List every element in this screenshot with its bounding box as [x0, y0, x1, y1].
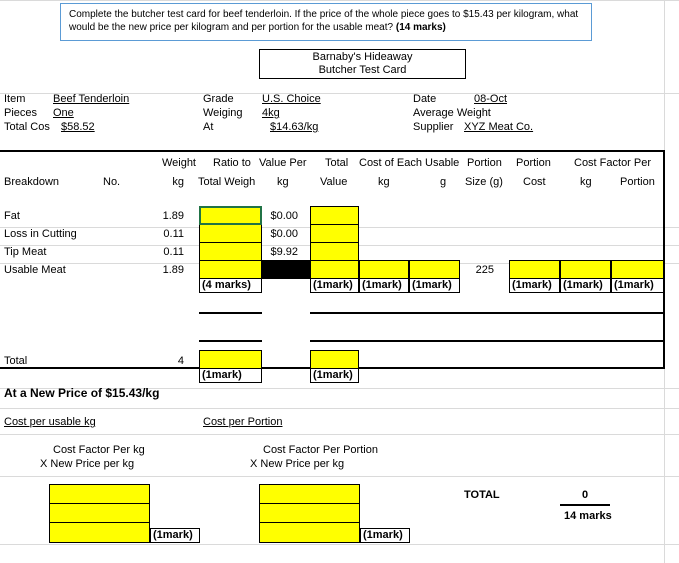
gridline [0, 476, 679, 477]
header-portion-cost: Portion [516, 157, 551, 169]
blank-row-line [310, 340, 664, 342]
header-ratio: Ratio to [213, 157, 251, 169]
cost-per-kg-marks: (1mark) [359, 279, 409, 293]
cf-kg-line1: Cost Factor Per kg [53, 444, 145, 456]
total-value-marks: (1mark) [310, 279, 359, 293]
cost-factor-kg-marks: (1mark) [560, 279, 611, 293]
total-value-cell[interactable] [310, 206, 359, 225]
gridline [0, 544, 679, 545]
header-breakdown: Breakdown [4, 176, 60, 188]
header-cost-usable: Cost of Each Usable [359, 157, 460, 169]
cf-portion-line2: X New Price per kg [250, 458, 345, 470]
header-value-per-unit: kg [277, 176, 289, 188]
supplier-value[interactable]: XYZ Meat Co. [464, 121, 534, 133]
date-label: Date [413, 93, 437, 105]
total-label: TOTAL [464, 489, 500, 501]
blank-row-line [199, 340, 262, 342]
row-value-per-loss[interactable]: $0.00 [270, 228, 298, 240]
ratio-cell[interactable] [199, 242, 262, 261]
row-value-per-fat[interactable]: $0.00 [270, 210, 298, 222]
grade-label: Grade [203, 93, 234, 105]
item-value[interactable]: Beef Tenderloin [53, 93, 130, 105]
header-ratio-2: Total Weigh [198, 176, 256, 188]
header-cost-factor-portion: Portion [620, 176, 655, 188]
total-ratio-marks: (1mark) [199, 369, 262, 383]
cost-per-g-cell[interactable] [409, 260, 460, 279]
cost-per-portion-label: Cost per Portion [203, 416, 283, 428]
header-portion-size: Portion [467, 157, 502, 169]
row-weight-loss[interactable]: 0.11 [163, 228, 184, 240]
cf-kg-line2: X New Price per kg [40, 458, 135, 470]
gridline [0, 0, 679, 1]
item-label: Item [4, 93, 26, 105]
row-weight-tip[interactable]: 0.11 [163, 246, 184, 258]
total-row-label: Total [4, 355, 28, 367]
question-marks: (14 marks) [395, 22, 446, 33]
question-text: Complete the butcher test card for beef tenderloin. If the price of the whole piece goes to $15.43 per kilogram, what would be the new price per kilogram and per portion for the usable meat? [69, 9, 579, 33]
selected-cell-outline [199, 206, 262, 225]
new-price-portion-cell[interactable] [259, 484, 360, 504]
cost-factor-kg-cell[interactable] [560, 260, 611, 279]
header-total-value-2: Value [320, 176, 348, 188]
header-portion-cost-2: Cost [523, 176, 546, 188]
header-value-per: Value Per [259, 157, 307, 169]
total-row-weight[interactable]: 4 [177, 355, 184, 367]
new-price-portion-cell[interactable] [259, 503, 360, 523]
restaurant-name: Barnaby's Hideaway [312, 51, 413, 63]
total-score-value[interactable]: 0 [581, 489, 589, 501]
grade-value[interactable]: U.S. Choice [262, 93, 321, 105]
cost-factor-portion-cell[interactable] [611, 260, 664, 279]
cost-factor-portion-marks: (1mark) [611, 279, 664, 293]
new-price-kg-cell[interactable] [49, 503, 150, 523]
header-cost-usable-kg: kg [378, 176, 390, 188]
header-total-value: Total [325, 157, 349, 169]
header-cost-factor-kg: kg [580, 176, 592, 188]
header-no: No. [103, 176, 121, 188]
row-label-fat: Fat [4, 210, 20, 222]
gridline [0, 408, 679, 409]
portion-cost-marks: (1mark) [509, 279, 560, 293]
date-value[interactable]: 08-Oct [474, 93, 508, 105]
blank-row-line [199, 312, 262, 314]
row-portion-size-usable[interactable]: 225 [475, 264, 494, 276]
at-label: At [203, 121, 214, 133]
ratio-marks: (4 marks) [199, 279, 262, 293]
total-ratio-cell[interactable] [199, 350, 262, 369]
header-weight-unit: kg [172, 176, 184, 188]
pieces-value[interactable]: One [53, 107, 74, 119]
ratio-cell[interactable] [199, 224, 262, 243]
total-underline [560, 504, 610, 506]
test-card-title[interactable] [259, 49, 466, 79]
table-right-border [663, 150, 665, 368]
new-price-kg-cell[interactable] [49, 522, 150, 543]
new-price-heading: At a New Price of $15.43/kg [4, 386, 160, 400]
total-cost-value[interactable]: $58.52 [61, 121, 95, 133]
row-label-tip: Tip Meat [4, 246, 47, 258]
question-text-box[interactable] [60, 3, 592, 41]
at-value[interactable]: $14.63/kg [270, 121, 319, 133]
cf-portion-line1: Cost Factor Per Portion [263, 444, 378, 456]
total-cost-label: Total Cos [4, 121, 50, 133]
cost-per-kg-cell[interactable] [359, 260, 409, 279]
row-weight-usable[interactable]: 1.89 [162, 264, 184, 276]
header-portion-size-2: Size (g) [465, 176, 503, 188]
total-value-total-cell[interactable] [310, 350, 359, 369]
portion-cost-cell[interactable] [509, 260, 560, 279]
total-value-cell[interactable] [310, 260, 359, 279]
total-value-cell[interactable] [310, 224, 359, 243]
total-marks-label: 14 marks [564, 510, 612, 522]
new-price-portion-marks: (1mark) [360, 528, 410, 543]
header-cost-usable-g: g [440, 176, 447, 188]
weighing-value[interactable]: 4kg [262, 107, 280, 119]
total-value-cell[interactable] [310, 242, 359, 261]
new-price-kg-cell[interactable] [49, 484, 150, 504]
total-value-total-marks: (1mark) [310, 369, 359, 383]
weighing-label: Weiging [203, 107, 243, 119]
row-label-usable: Usable Meat [4, 264, 66, 276]
new-price-portion-cell[interactable] [259, 522, 360, 543]
supplier-label: Supplier [413, 121, 454, 133]
row-weight-fat[interactable]: 1.89 [162, 210, 184, 222]
cost-per-g-marks: (1mark) [409, 279, 460, 293]
pieces-label: Pieces [4, 107, 38, 119]
new-price-kg-marks: (1mark) [150, 528, 200, 543]
blank-row-line [310, 312, 664, 314]
average-weight-label: Average Weight [413, 107, 491, 119]
card-name: Butcher Test Card [318, 64, 407, 76]
row-value-per-tip[interactable]: $9.92 [270, 246, 298, 258]
header-weight: Weight [161, 157, 196, 169]
table-top-border [0, 150, 665, 152]
cost-per-usable-kg-label: Cost per usable kg [4, 416, 96, 428]
header-cost-factor: Cost Factor Per [574, 157, 652, 169]
blocked-cell [262, 260, 310, 279]
ratio-cell[interactable] [199, 260, 262, 279]
row-label-loss: Loss in Cutting [4, 228, 77, 240]
gridline [0, 434, 679, 435]
